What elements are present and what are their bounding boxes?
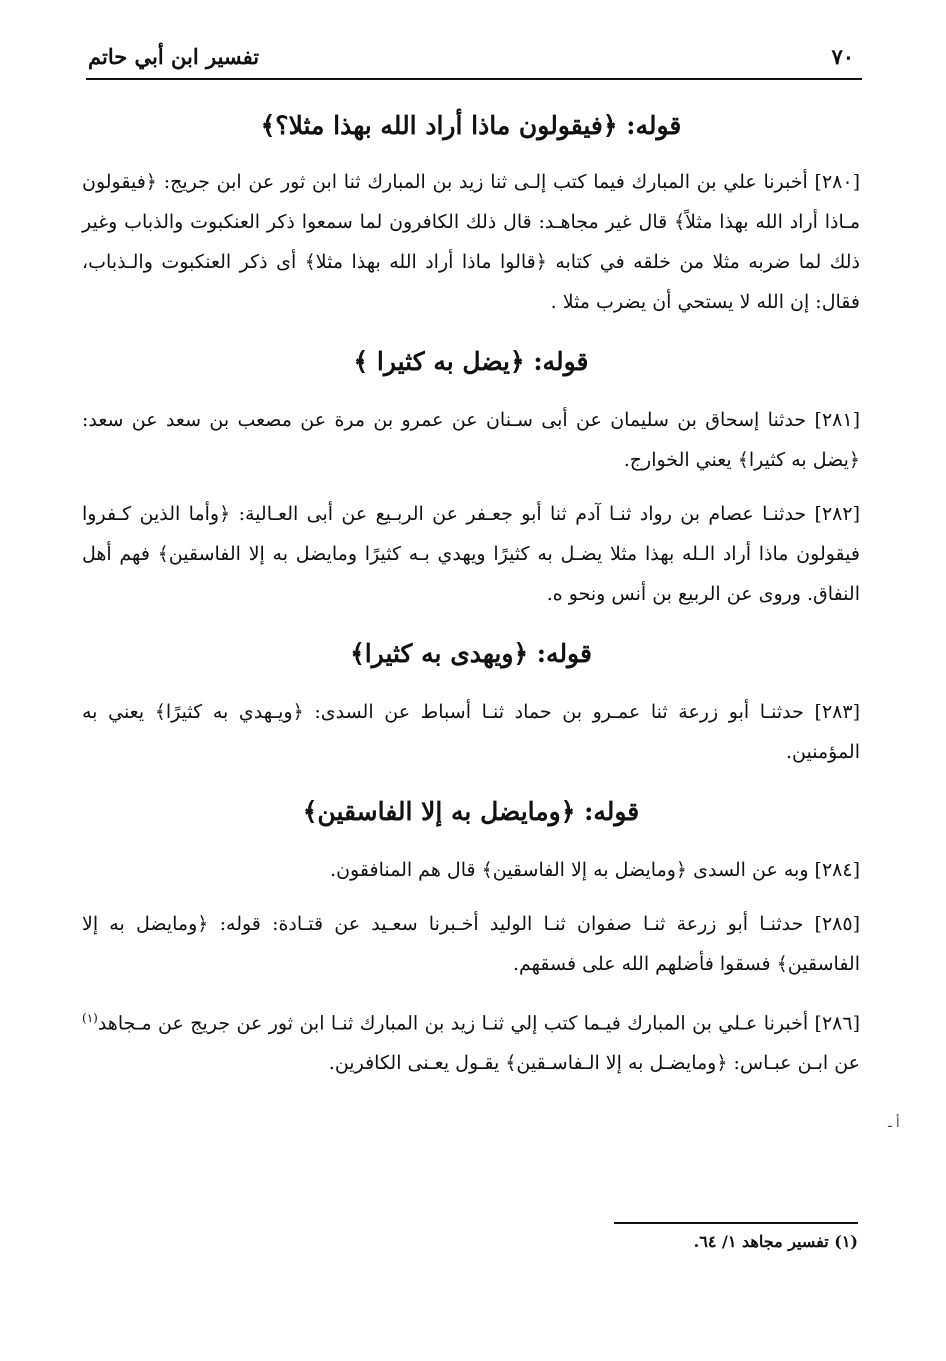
- footnote-divider: [614, 1222, 858, 1224]
- paragraph-286-part-1: [٢٨٦] أخبرنا عـلي بن المبارك فيـما كتب إلي ثنـا زيد بن المبارك ثنـا ابن ثور عن جريج عن مـجاهد: [97, 1012, 860, 1035]
- footnote: (١) تفسير مجاهد ١/ ٦٤.: [693, 1232, 858, 1251]
- paragraph-282: [٢٨٢] حدثنـا عصام بن رواد ثنـا آدم ثنا أبو جعـفر عن الربـيع عن أبى العـالية: ﴿وأما الذين كـفروا فيقولون ماذا أراد الـله بهذا مثلا يضـل به كثيرًا ويهدي بـه كثيرًا ومايضل به إلا الفاسقين﴾ فهم أهل النفاق. وروى عن الربيع بن أنس ونحو ه.: [82, 503, 860, 605]
- section-heading: قوله: ﴿ويهدى به كثيرا﴾: [350, 639, 592, 668]
- page-number: ٧٠: [831, 44, 854, 69]
- book-title: تفسير ابن أبي حاتم: [88, 44, 260, 69]
- paragraph-286-part-2: عن ابـن عبـاس: ﴿ومايضـل به إلا الـفاسـقين﴾ يقـول يعـنى الكافرين.: [328, 1052, 860, 1075]
- paragraph-283: [٢٨٣] حدثنـا أبو زرعة ثنا عمـرو بن حماد ثنـا أسباط عن السدى: ﴿ويـهدي به كثيرًا﴾ يعني به المؤمنين.: [82, 701, 860, 763]
- section-heading: قوله: ﴿ومايضل به إلا الفاسقين﴾: [302, 797, 640, 826]
- paragraph-281: [٢٨١] حدثنا إسحاق بن سليمان عن أبى سـنان عن عمرو بن مرة عن مصعب بن سعد عن سعد: ﴿يضل به كثيرا﴾ يعني الخوارج.: [82, 409, 860, 471]
- section-heading: قوله: ﴿يضل به كثيرا ﴾: [353, 347, 589, 376]
- page-body: [82, 92, 860, 1089]
- paragraph-284: [٢٨٤] وبه عن السدى ﴿ومايضل به إلا الفاسقين﴾ قال هم المنافقون.: [330, 859, 860, 881]
- footnote-marker: (١): [82, 1011, 98, 1025]
- margin-note: أ ـ: [888, 1116, 900, 1131]
- paragraph-286: [82, 990, 860, 1089]
- paragraph-285: [٢٨٥] حدثنـا أبو زرعة ثنـا صفوان ثنـا الوليد أخـبرنا سعـيد عن قتـادة: قوله: ﴿ومايضل به إلا الفاسقين﴾ فسقوا فأضلهم الله على فسقهم.: [82, 913, 860, 975]
- section-heading: قوله: ﴿فيقولون ماذا أراد الله بهذا مثلا؟﴾: [260, 111, 682, 140]
- paragraph-280: [٢٨٠] أخبرنا علي بن المبارك فيما كتب إلـى ثنا زيد بن المبارك ثنا ابن ثور عن ابن جريج: ﴿فيقولون مـاذا أراد الله بهذا مثلاً﴾ قال غير مجاهـد: قال ذلك الكافرون لما سمعوا ذكر العنكبوت والذباب وغير ذلك لما ضربه مثلا من خلقه في كتابه ﴿قالوا ماذا أراد الله بهذا مثلا﴾ أى ذكر العنكبوت والـذباب، فقال: إن الله لا يستحي أن يضرب مثلا .: [82, 171, 860, 313]
- page-header: [86, 38, 862, 80]
